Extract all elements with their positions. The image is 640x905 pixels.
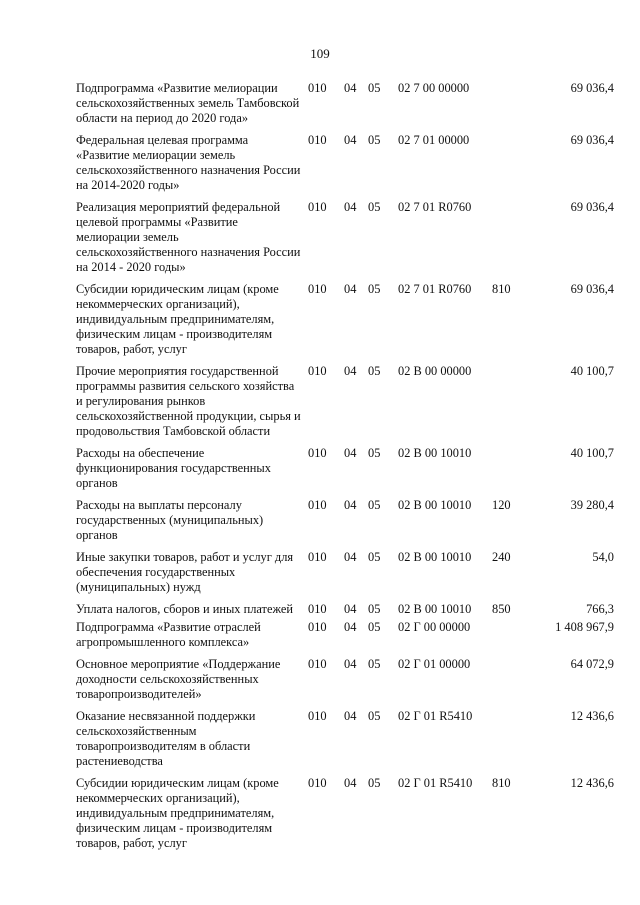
target-article-code: 02 В 00 10010 (398, 446, 472, 460)
target-article-code: 02 В 00 10010 (398, 550, 472, 564)
section-code: 04 (344, 133, 357, 147)
target-article-code: 02 Г 01 R5410 (398, 776, 473, 790)
target-article-code: 02 В 00 10010 (398, 498, 472, 512)
department-code: 010 (308, 709, 327, 723)
table-row (76, 364, 616, 439)
page-number: 109 (310, 46, 330, 61)
section-code: 04 (344, 657, 357, 671)
target-article-code: 02 7 00 00000 (398, 81, 470, 95)
target-article-code: 02 Г 01 R5410 (398, 709, 473, 723)
department-code: 010 (308, 602, 327, 616)
expense-name: Подпрограмма «Развитие отраслей агропромышленного комплекса» (76, 620, 261, 649)
expense-name: Уплата налогов, сборов и иных платежей (76, 602, 294, 616)
section-code: 04 (344, 550, 357, 564)
target-article-code: 02 Г 01 00000 (398, 657, 471, 671)
department-code: 010 (308, 282, 327, 296)
target-article-code: 02 7 01 R0760 (398, 200, 472, 214)
table-row (76, 446, 616, 491)
department-code: 010 (308, 200, 327, 214)
expense-name: Иные закупки товаров, работ и услуг для обеспечения государственных (муниципальных) нужд (76, 550, 294, 594)
budget-table (76, 81, 616, 858)
table-row (76, 657, 616, 702)
subsection-code: 05 (368, 657, 381, 671)
subsection-code: 05 (368, 133, 381, 147)
section-code: 04 (344, 776, 357, 790)
section-code: 04 (344, 620, 357, 634)
amount: 40 100,7 (570, 446, 614, 460)
department-code: 010 (308, 498, 327, 512)
section-code: 04 (344, 602, 357, 616)
section-code: 04 (344, 282, 357, 296)
expense-type-code: 850 (492, 602, 511, 616)
table-row (76, 550, 616, 595)
section-code: 04 (344, 446, 357, 460)
expense-type-code: 810 (492, 776, 511, 790)
table-row (76, 602, 616, 617)
amount: 12 436,6 (570, 709, 614, 723)
amount: 54,0 (592, 550, 614, 564)
department-code: 010 (308, 133, 327, 147)
table-row (76, 81, 616, 126)
table-row (76, 133, 616, 193)
department-code: 010 (308, 657, 327, 671)
section-code: 04 (344, 709, 357, 723)
subsection-code: 05 (368, 620, 381, 634)
target-article-code: 02 7 01 R0760 (398, 282, 472, 296)
amount: 40 100,7 (570, 364, 614, 378)
subsection-code: 05 (368, 709, 381, 723)
expense-name: Оказание несвязанной поддержки сельскохозяйственным товаропроизводителям в области растениеводства (76, 709, 256, 768)
table-row (76, 200, 616, 275)
department-code: 010 (308, 364, 327, 378)
department-code: 010 (308, 550, 327, 564)
subsection-code: 05 (368, 602, 381, 616)
expense-name: Основное мероприятие «Поддержание доходности сельскохозяйственных товаропроизводителей» (76, 657, 281, 701)
subsection-code: 05 (368, 446, 381, 460)
amount: 766,3 (586, 602, 614, 616)
subsection-code: 05 (368, 200, 381, 214)
amount: 69 036,4 (570, 81, 614, 95)
table-row (76, 776, 616, 851)
table-row (76, 709, 616, 769)
table-row (76, 282, 616, 357)
amount: 64 072,9 (570, 657, 614, 671)
table-row (76, 498, 616, 543)
subsection-code: 05 (368, 550, 381, 564)
department-code: 010 (308, 776, 327, 790)
subsection-code: 05 (368, 282, 381, 296)
amount: 69 036,4 (570, 133, 614, 147)
expense-type-code: 810 (492, 282, 511, 296)
target-article-code: 02 В 00 10010 (398, 602, 472, 616)
subsection-code: 05 (368, 81, 381, 95)
amount: 12 436,6 (570, 776, 614, 790)
expense-type-code: 120 (492, 498, 511, 512)
expense-name: Субсидии юридическим лицам (кроме некоммерческих организаций), индивидуальным предпринимателям, физическим лицам - производителям товаров, работ, услуг (76, 282, 279, 356)
amount: 69 036,4 (570, 282, 614, 296)
department-code: 010 (308, 446, 327, 460)
expense-type-code: 240 (492, 550, 511, 564)
section-code: 04 (344, 498, 357, 512)
table-row (76, 620, 616, 650)
expense-name: Субсидии юридическим лицам (кроме некоммерческих организаций), индивидуальным предпринимателям, физическим лицам - производителям товаров, работ, услуг (76, 776, 279, 850)
expense-name: Федеральная целевая программа «Развитие мелиорации земель сельскохозяйственного назначения России на 2014-2020 годы» (76, 133, 301, 192)
target-article-code: 02 В 00 00000 (398, 364, 472, 378)
expense-name: Прочие мероприятия государственной программы развития сельского хозяйства и регулирования рынков сельскохозяйственной продукции, сырья и продовольствия Тамбовской области (76, 364, 301, 438)
department-code: 010 (308, 620, 327, 634)
amount: 69 036,4 (570, 200, 614, 214)
subsection-code: 05 (368, 498, 381, 512)
subsection-code: 05 (368, 364, 381, 378)
target-article-code: 02 Г 00 00000 (398, 620, 471, 634)
amount: 39 280,4 (570, 498, 614, 512)
expense-name: Реализация мероприятий федеральной целевой программы «Развитие мелиорации земель сельскохозяйственного назначения России на 2014 - 2020 годы» (76, 200, 301, 274)
target-article-code: 02 7 01 00000 (398, 133, 470, 147)
section-code: 04 (344, 364, 357, 378)
section-code: 04 (344, 81, 357, 95)
expense-name: Расходы на выплаты персоналу государственных (муниципальных) органов (76, 498, 264, 542)
amount: 1 408 967,9 (555, 620, 614, 634)
subsection-code: 05 (368, 776, 381, 790)
expense-name: Подпрограмма «Развитие мелиорации сельскохозяйственных земель Тамбовской области на период до 2020 года» (76, 81, 300, 125)
expense-name: Расходы на обеспечение функционирования государственных органов (76, 446, 271, 490)
department-code: 010 (308, 81, 327, 95)
section-code: 04 (344, 200, 357, 214)
